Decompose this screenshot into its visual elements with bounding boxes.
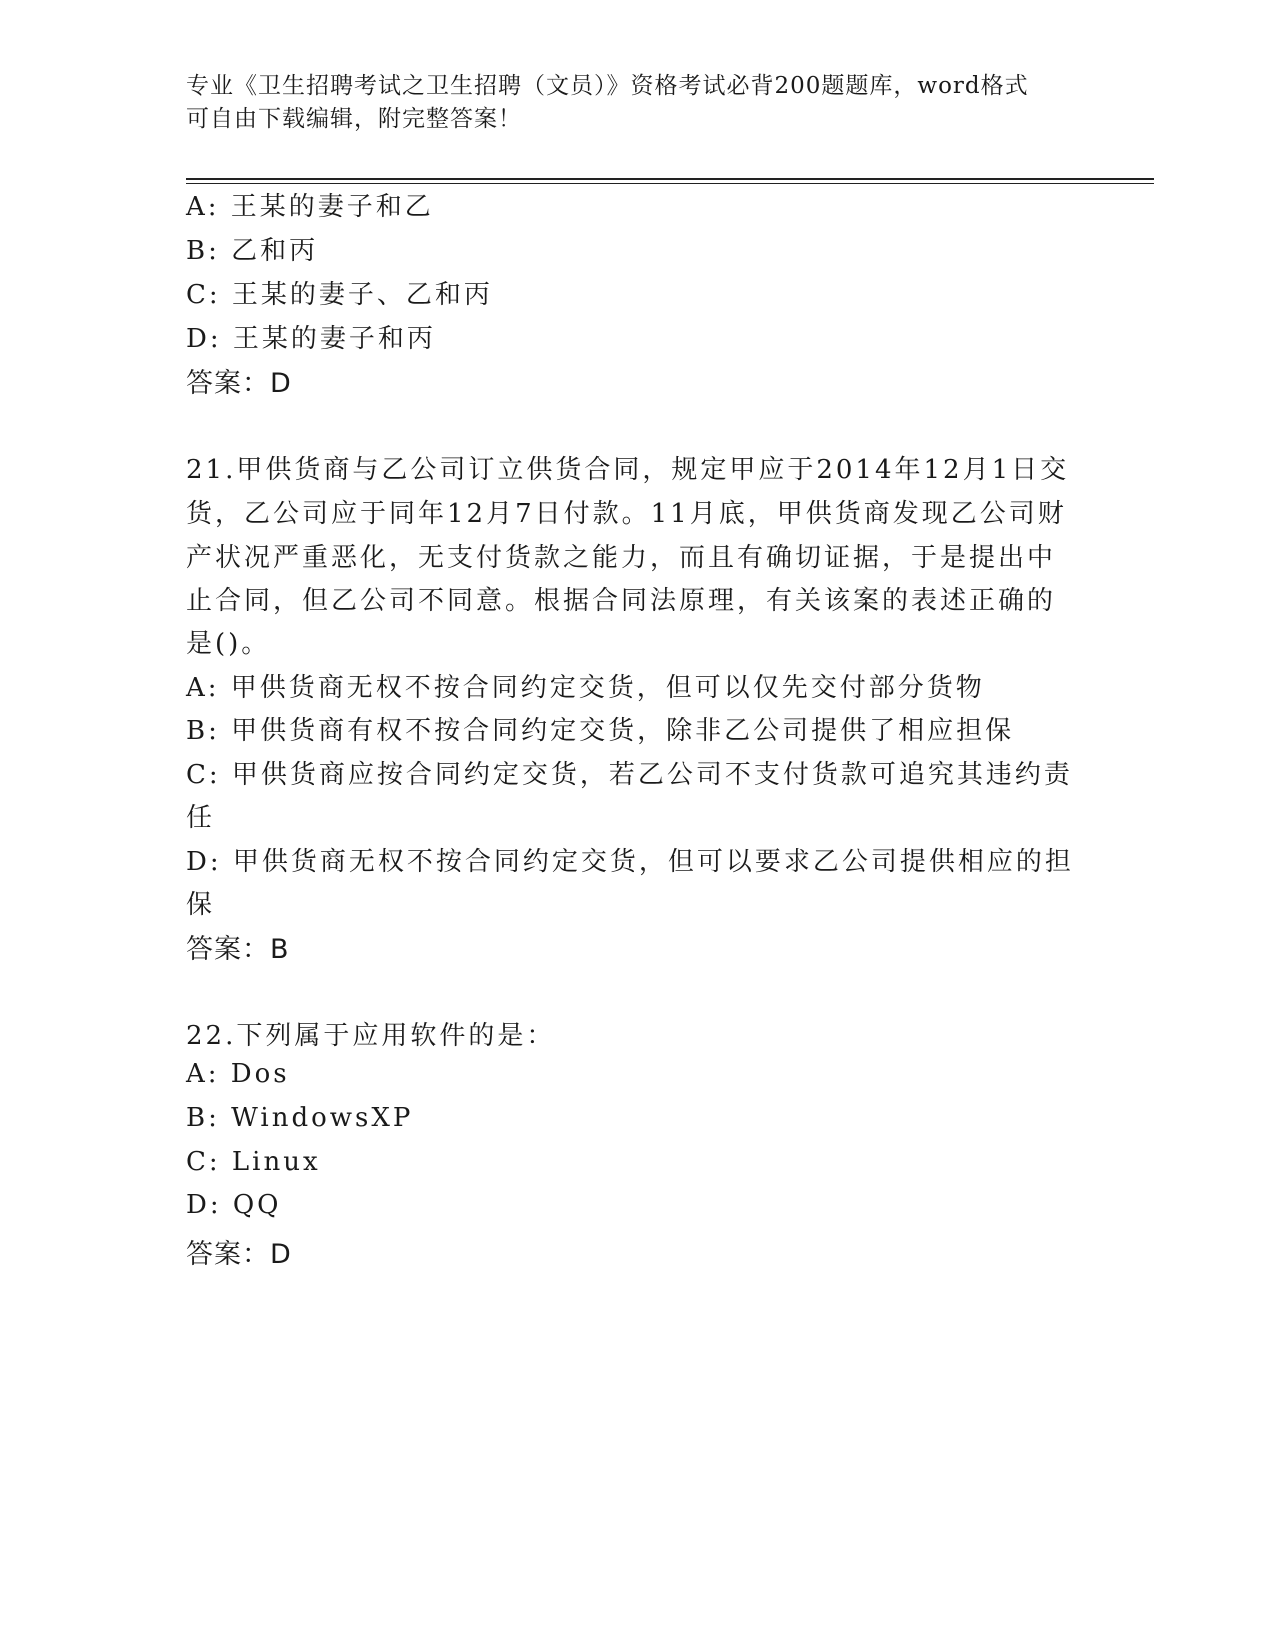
option-d-continued: 保 bbox=[186, 890, 216, 920]
option-c-continued: 任 bbox=[186, 803, 216, 833]
option-a: A: 王某的妻子和乙 bbox=[186, 192, 434, 222]
answer-22: 答案：D bbox=[186, 1239, 292, 1270]
header-title-line-1: 专业《卫生招聘考试之卫生招聘（文员）》资格考试必背200题题库，word格式 bbox=[186, 73, 1029, 99]
option-b: B: 乙和丙 bbox=[186, 236, 319, 266]
answer-20: 答案：D bbox=[186, 368, 292, 399]
option-d: D: 王某的妻子和丙 bbox=[186, 324, 436, 354]
document-header bbox=[186, 70, 1086, 136]
header-title-line-2: 可自由下载编辑，附完整答案！ bbox=[186, 106, 522, 132]
question-stem-line: 货，乙公司应于同年12月7日付款。11月底，甲供货商发现乙公司财 bbox=[186, 499, 1067, 529]
option-b: B: 甲供货商有权不按合同约定交货，除非乙公司提供了相应担保 bbox=[186, 716, 1015, 746]
answer-21: 答案：B bbox=[186, 934, 290, 965]
option-d: D: QQ bbox=[186, 1190, 282, 1220]
option-d: D: 甲供货商无权不按合同约定交货，但可以要求乙公司提供相应的担 bbox=[186, 847, 1074, 877]
option-c: C: 甲供货商应按合同约定交货，若乙公司不支付货款可追究其违约责 bbox=[186, 760, 1073, 790]
header-divider-thin bbox=[186, 183, 1154, 184]
header-divider-thick bbox=[186, 178, 1154, 180]
option-c: C: Linux bbox=[186, 1147, 321, 1177]
option-a: A: 甲供货商无权不按合同约定交货，但可以仅先交付部分货物 bbox=[186, 673, 985, 703]
question-stem-line: 止合同，但乙公司不同意。根据合同法原理，有关该案的表述正确的 bbox=[186, 586, 1057, 616]
option-a: A: Dos bbox=[186, 1059, 290, 1089]
question-stem-line: 是()。 bbox=[186, 629, 271, 659]
option-c: C: 王某的妻子、乙和丙 bbox=[186, 280, 493, 310]
question-stem-line: 产状况严重恶化，无支付货款之能力，而且有确切证据，于是提出中 bbox=[186, 543, 1057, 573]
option-b: B: WindowsXP bbox=[186, 1103, 414, 1133]
question-stem-line: 21.甲供货商与乙公司订立供货合同，规定甲应于2014年12月1日交 bbox=[186, 455, 1070, 485]
question-stem-line: 22.下列属于应用软件的是： bbox=[186, 1021, 556, 1051]
